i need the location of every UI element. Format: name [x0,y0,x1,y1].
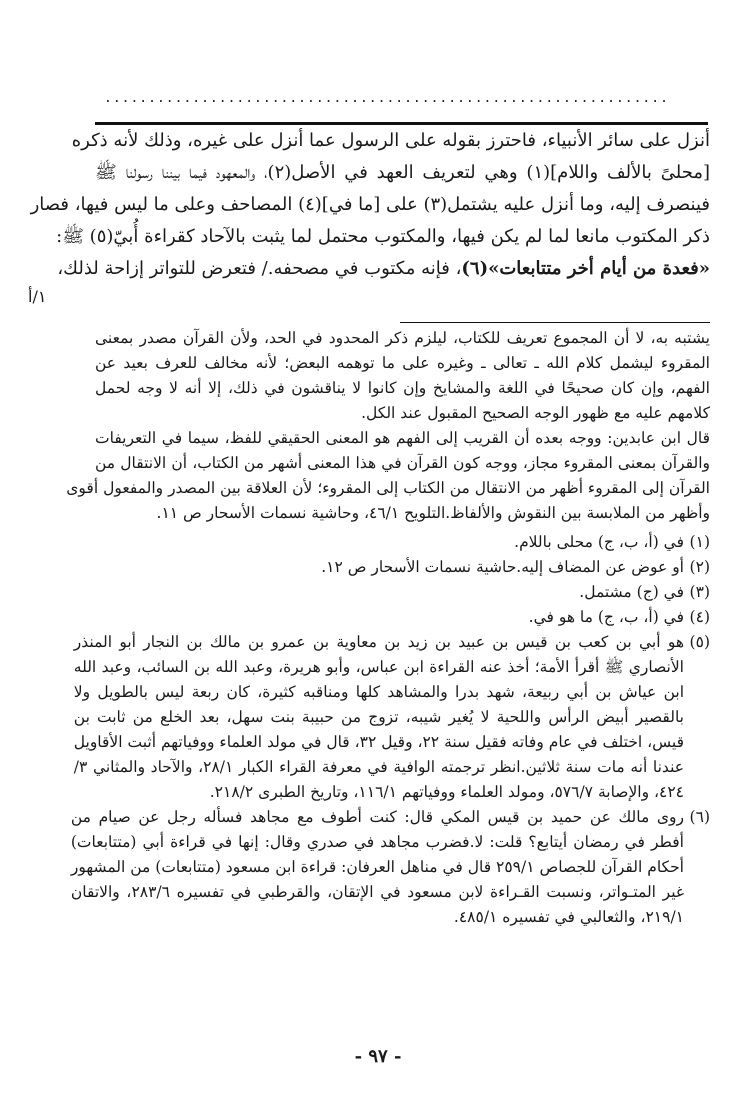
main-line: أنزل على سائر الأنبياء، فاحترز بقوله على الرسول عما أنزل على غيره، وذلك لأنه ذكره [71,130,710,151]
footnote-number: (٦) [689,808,710,826]
footnote-number: (٣) [689,583,710,601]
footnote-line: ٢١٩/١، والثعالبي في تفسيره ٤٨٥/١. [453,908,684,926]
footnote-line: روى مالك عن حميد بن قيس المكي قال: كنت أطوف مع مجاهد فسأله رجل عن صيام من [70,808,684,826]
footnote-line: غير المتـواتر، ونسبت القـراءة لابن مسعود في الإتقان، والقرطبي في تفسيره ٢٨٣/٦، والاتقان [70,883,684,901]
note-line: يشتبه به، لا أن المجموع تعريف للكتاب، ليلزم ذكر المحدود في الحد، ولأن القرآن مصدر بمعنى [95,329,710,347]
footnote-line: هو أبي بن كعب بن قيس بن عبيد بن زيد بن معاوية بن عمرو بن مالك بن النجار أبو المنذر [73,633,684,651]
footnote-line: ٤٢٤، والإصابة ٥٧٦/٧، ومولد العلماء ووفياتهم ١١٦/١، وتاريخ الطبرى ٢١٨/٢. [209,783,684,801]
main-line: [محلىً بالألف واللام](١) وهي لتعريف العهد في الأصل(٢)، والمعهود فيما بيننا رسولنا ﷺ [95,162,710,183]
footnote-4 [95,605,710,630]
footnote-line: عندنا أنه مات سنة ثلاثين.انظر ترجمته الوافية في معرفة القراء الكبار ٢٨/١، والآحاد والمثاني ٣/ [73,758,684,776]
main-line: فينصرف إليه، وما أنزل عليه يشتمل(٣) على [ما في](٤) المصاحف وعلى ما ليس فيها، فصار [30,194,710,215]
footnote-6 [70,805,710,930]
footnote-number: (٢) [689,558,710,576]
folio-margin-note: ١/أ [28,287,47,306]
footnote-rule [400,322,710,323]
note-line: الفهم، وإن كان صحيحًا في اللغة والمشايخ وإن كانوا لا يناقشون في ذلك، إلا أنه لا وجه لحمل [95,379,710,397]
header-dots: ................................................................ [104,91,669,106]
footnote-line: بالقصير أبيض الرأس واللحية لا يُغير شيبه، تزوج من حبيبة بنت سهل، بعد الخلع من ثابت بن [73,708,684,726]
quran-quote: «فعدة من أيام أخر متتابعات»(٦) [461,258,710,279]
page-number: - ٩٧ - [354,1046,402,1067]
main-line-rest: ، فإنه مكتوب في مصحفه./ فتعرض للتواتر إزاحة لذلك، [57,258,462,279]
footnote-line: أفطر في رمضان أيتابع؟ قلت: لا.فضرب مجاهد في صدري وقال: إنها في قراءة أبي (متتابعات) [70,833,684,851]
footnote-line: في (أ، ب، ج) محلى باللام. [514,533,684,551]
note-line: كلامهم عليه مع ظهور الوجه الصحيح المقبول عند الكل. [361,404,710,422]
note-line: المقروء ليشمل كلام الله ـ تعالى ـ وغيره على ما توهمه البعض؛ لأنه مخالف للعرف بعيد عن [95,354,710,372]
footnotes-section [66,326,710,930]
continued-note-para-1 [95,326,710,426]
page-header [104,91,669,106]
footnote-number: (١) [689,533,710,551]
footnote-line: أو عوض عن المضاف إليه.حاشية نسمات الأسحار ص ١٢. [321,558,684,576]
footnote-number: (٤) [689,608,710,626]
footnote-5 [73,630,710,805]
note-line: القرآن إلى المقروء أظهر من الانتقال من الكتاب إلى المقروء؛ لأن العلاقة بين المصدر والمفعول أقوى [66,479,710,497]
footnote-line: أحكام القرآن للجصاص ٢٥٩/١ قال في مناهل العرفان: قراءة ابن مسعود (متتابعات) من المشهور [70,858,684,876]
continued-note-para-2 [66,426,710,526]
footnote-line: قيس، اختلف في عام وفاته فقيل سنة ٢٢، وقيل ٣٢، قال في مولد العلماء ووفياتهم أثبت الأقاويل [73,733,684,751]
footnote-line: في (ج) مشتمل. [579,583,684,601]
footnote-number: (٥) [689,633,710,651]
note-line: قال ابن عابدين: ووجه بعده أن القريب إلى الفهم هو المعنى الحقيقي للفظ، سيما في التعريفات [95,429,710,447]
main-line: ذكر المكتوب مانعا لما لم يكن فيها، والمكتوب محتمل لما يثبت بالآحاد كقراءة أُبيّ(٥) ﷺ: [56,226,710,247]
note-line: وأظهر من الملابسة بين النقوش والألفاظ.التلويح ٤٦/١، وحاشية نسمات الأسحار ص ١١. [156,504,710,522]
note-line: والقرآن بمعنى المقروء مجاز، ووجه كون القرآن في هذا المعنى أشهر من الكتاب، أن الانتقال من [95,454,710,472]
main-line-last [57,253,710,285]
footnote-line: الأنصاري ﷺ أقرأ الأمة؛ أخذ عنه القراءة ابن عباس، وأبو هريرة، وعبد الله بن السائب، وعبد الله [73,658,684,676]
footnote-line: في (أ، ب، ج) ما هو في. [528,608,684,626]
footnote-1 [95,530,710,555]
footnote-line: ابن عياش بن أبي ربيعة، شهد بدرا والمشاهد كلها ومناقبه كثيرة، كان ربعة ليس بالطويل ولا [73,683,684,701]
main-text [30,125,710,285]
footnote-2 [95,555,710,580]
footnote-3 [95,580,710,605]
